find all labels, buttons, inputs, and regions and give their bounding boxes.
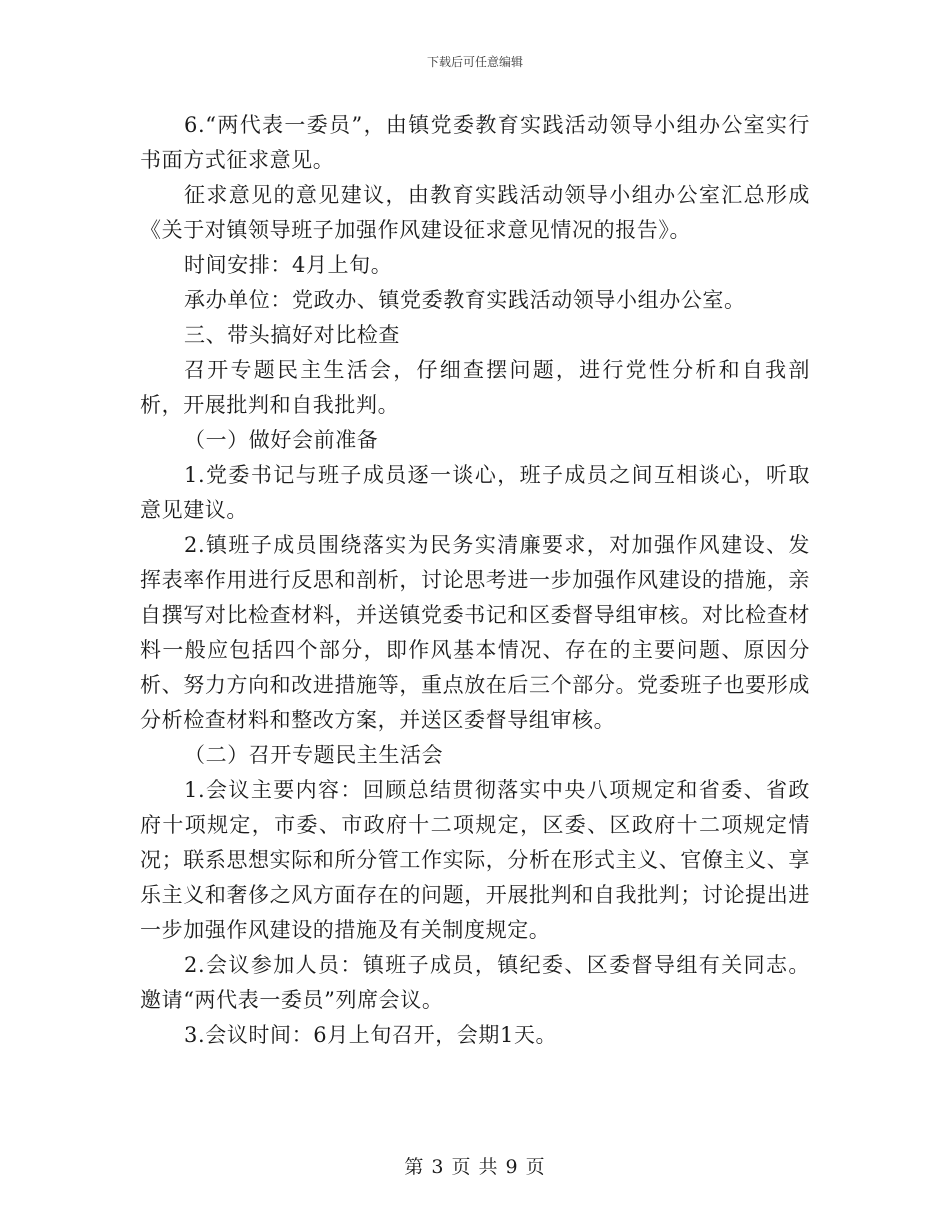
paragraph-7: 2.镇班子成员围绕落实为民务实清廉要求，对加强作风建设、发挥表率作用进行反思和剖析，讨论思考进一步加强作风建设的措施，亲自撰写对比检查材料，并送镇党委书记和区委督导组审核。对比检查材料一般应包括四个部分，即作风基本情况、存在的主要问题、原因分析、努力方向和改进措施等，重点放在后三个部分。党委班子也要形成分析检查材料和整改方案，并送区委督导组审核。 [140, 533, 810, 732]
paragraph-4: 承办单位：党政办、镇党委教育实践活动领导小组办公室。 [184, 288, 746, 312]
paragraph-3: 时间安排：4月上旬。 [184, 253, 393, 277]
subheading-2: （二）召开专题民主生活会 [184, 743, 444, 767]
paragraph-5: 召开专题民主生活会，仔细查摆问题，进行党性分析和自我剖析，开展批判和自我批判。 [140, 358, 810, 417]
section-heading-3: 三、带头搞好对比检查 [184, 323, 400, 347]
paragraph-2: 征求意见的意见建议，由教育实践活动领导小组办公室汇总形成《关于对镇领导班子加强作风建设征求意见情况的报告》。 [140, 183, 810, 242]
page-footer: 第 3 页 共 9 页 [404, 1156, 546, 1178]
document-body [140, 108, 810, 1053]
paragraph-9: 2.会议参加人员：镇班子成员，镇纪委、区委督导组有关同志。邀请“两代表一委员”列席会议。 [140, 953, 810, 1012]
paragraph-1: 6.“两代表一委员”，由镇党委教育实践活动领导小组办公室实行书面方式征求意见。 [140, 113, 810, 172]
page-header: 下载后可任意编辑 [426, 55, 523, 69]
paragraph-8: 1.会议主要内容：回顾总结贯彻落实中央八项规定和省委、省政府十项规定，市委、市政府十二项规定，区委、区政府十二项规定情况；联系思想实际和所分管工作实际，分析在形式主义、官僚主义、享乐主义和奢侈之风方面存在的问题，开展批判和自我批判；讨论提出进一步加强作风建设的措施及有关制度规定。 [140, 778, 810, 942]
paragraph-6: 1.党委书记与班子成员逐一谈心，班子成员之间互相谈心，听取意见建议。 [140, 463, 810, 522]
subheading-1: （一）做好会前准备 [184, 428, 379, 452]
paragraph-10: 3.会议时间：6月上旬召开，会期1天。 [184, 1023, 558, 1047]
